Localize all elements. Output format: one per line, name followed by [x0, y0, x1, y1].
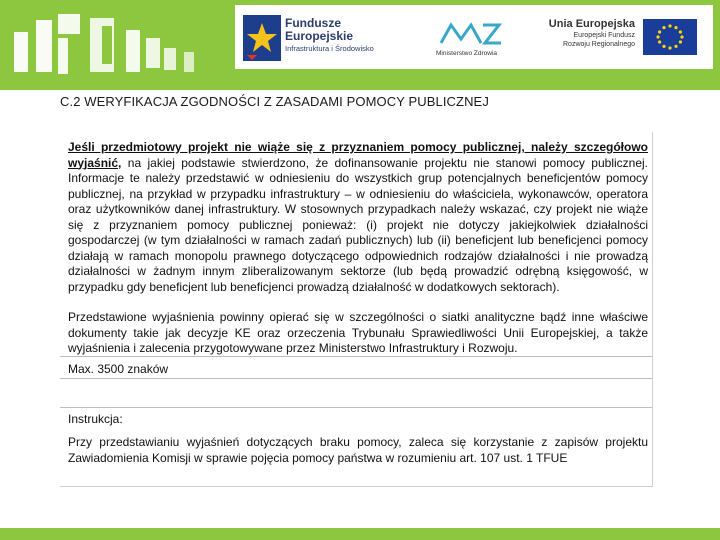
- fe-line1: Fundusze: [285, 16, 341, 30]
- logo-strip: [235, 5, 713, 69]
- paragraph-2: Przedstawione wyjaśnienia powinny opierać się w szczególności o siatki analityczne bądź inne właściwe dokumenty takie jak decyzje KE oraz orzeczenia Trybunału Sprawiedliwości Unii Europejskiej, a także wyjaśnienia i zalecenia przygotowywane przez Ministerstwo Infrastruktury i Rozwoju.: [68, 310, 648, 355]
- fe-line3: Infrastruktura i Środowisko: [285, 44, 374, 53]
- ue-sub1: Europejski Fundusz: [573, 32, 635, 39]
- instruction-label: Instrukcja:: [68, 412, 123, 426]
- fundusze-star-icon: [243, 15, 281, 61]
- divider-line: [60, 378, 652, 379]
- ue-title: Unia Europejska: [548, 18, 635, 30]
- paragraph-1-rest: na jakiej podstawie stwierdzono, że dofinansowanie projektu nie stanowi pomocy publicznej. Informacje te należy przedstawić w odniesieniu do wszystkich grup potencjalnych beneficjentów pomocy publicznej, na przykład w przypadku infrastruktury – w odniesieniu do właściciela, wykonawców, operatora oraz użytkowników danej infrastruktury. W stosownych przypadkach należy wskazać, czy projekt nie wiąże się z przyznaniem pomocy publicznej ponieważ: (i) projekt nie dotyczy jakiejkolwiek działalności gospodarczej (w tym działalności w ramach zadań publicznych) lub (ii) beneficjent lub beneficjenci pomocy działają w ramach monopolu prawnego dotyczącego odpowiednich rodzajów działalności i nie prowadzą działalności w żadnym innym zliberalizowanym sektorze (lub będą prowadzić odrębną księgowość, w przypadku gdy beneficjent lub beneficjenci prowadzą działalność w dodatkowych sektorach).: [68, 155, 648, 294]
- fundusze-europejskie-logo: [243, 13, 418, 63]
- mz-label: Ministerstwo Zdrowia: [436, 50, 498, 57]
- paragraph-1: [68, 140, 648, 295]
- ue-sub2: Rozwoju Regionalnego: [563, 41, 635, 48]
- eu-flag-icon: [643, 19, 697, 55]
- divider-line: [60, 407, 652, 408]
- paragraph-1-bold: Jeśli przedmiotowy projekt nie wiąże się z przyznaniem pomocy publicznej, należy szczegółowo wyjaśnić,: [68, 140, 648, 170]
- fe-line2: Europejskie: [285, 29, 354, 43]
- unia-europejska-logo: [535, 11, 705, 63]
- ministerstwo-zdrowia-logo: [433, 15, 513, 63]
- divider-line: [60, 356, 652, 357]
- footer-bar: [0, 528, 720, 540]
- decorative-shapes-icon: [14, 12, 214, 78]
- mz-mark-icon: [437, 17, 507, 49]
- section-title: C.2 WERYFIKACJA ZGODNOŚCI Z ZASADAMI POMOCY PUBLICZNEJ: [60, 94, 489, 109]
- max-chars-label: Max. 3500 znaków: [68, 362, 169, 376]
- instruction-text: Przy przedstawianiu wyjaśnień dotyczących braku pomocy, zaleca się korzystanie z zapisów projektu Zawiadomienia Komisji w sprawie pojęcia pomocy państwa w rozumieniu art. 107 ust. 1 TFUE: [68, 435, 648, 465]
- header-bar: [0, 0, 720, 90]
- instruction-box: [60, 407, 652, 485]
- content-panel: [60, 132, 653, 487]
